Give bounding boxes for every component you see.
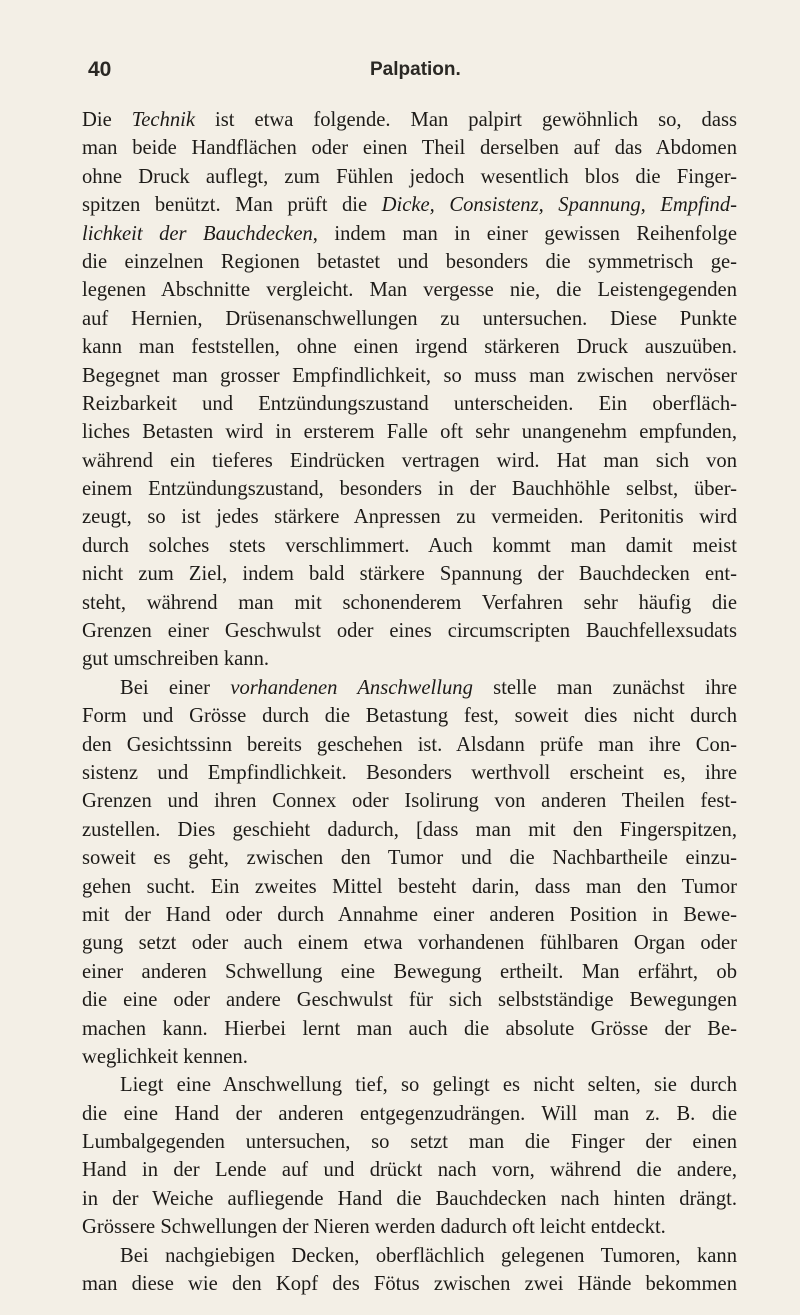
text-line bbox=[82, 276, 737, 304]
text-run: Bei einer bbox=[120, 676, 231, 699]
text-line bbox=[82, 1242, 737, 1270]
text-run: spitzen benützt. Man prüft die bbox=[82, 194, 382, 217]
text-run: nicht zum Ziel, indem bald stärkere Spannung der Bauchdecken ent- bbox=[82, 563, 737, 586]
text-line bbox=[82, 1015, 737, 1043]
text-run: Bei nachgiebigen Decken, oberflächlich gelegenen Tumoren, kann bbox=[120, 1244, 737, 1267]
text-line bbox=[82, 560, 737, 588]
text-line bbox=[82, 816, 737, 844]
text-run: ohne Druck auflegt, zum Fühlen jedoch wesentlich blos die Finger- bbox=[82, 165, 737, 188]
text-run: Liegt eine Anschwellung tief, so gelingt es nicht selten, sie durch bbox=[120, 1074, 737, 1097]
text-line bbox=[82, 1043, 737, 1071]
text-run: Lumbalgegenden untersuchen, so setzt man die Finger der einen bbox=[82, 1131, 737, 1154]
text-run: Grenzen einer Geschwulst oder eines circumscripten Bauchfellexsudats bbox=[82, 620, 737, 643]
text-line bbox=[82, 759, 737, 787]
text-run: machen kann. Hierbei lernt man auch die absolute Grösse der Be- bbox=[82, 1017, 737, 1040]
page-header bbox=[88, 58, 738, 88]
text-line bbox=[82, 390, 737, 418]
text-run: zustellen. Dies geschieht dadurch, [dass man mit den Fingerspitzen, bbox=[82, 818, 737, 841]
running-head: Palpation. bbox=[370, 59, 461, 80]
text-run: die eine Hand der anderen entgegenzudrängen. Will man z. B. die bbox=[82, 1102, 737, 1125]
text-run: Begegnet man grosser Empfindlichkeit, so muss man zwischen nervöser bbox=[82, 364, 737, 387]
text-run: die einzelnen Regionen betastet und besonders die symmetrisch ge- bbox=[82, 250, 737, 273]
text-line bbox=[82, 958, 737, 986]
text-run: einer anderen Schwellung eine Bewegung ertheilt. Man erfährt, ob bbox=[82, 960, 737, 983]
text-run: den Gesichtssinn bereits geschehen ist. Alsdann prüfe man ihre Con- bbox=[82, 733, 737, 756]
text-line bbox=[82, 674, 737, 702]
text-run: man diese wie den Kopf des Fötus zwischen zwei Hände bekommen bbox=[82, 1273, 737, 1296]
text-line bbox=[82, 447, 737, 475]
text-line bbox=[82, 589, 737, 617]
text-line bbox=[82, 418, 737, 446]
text-run: sistenz und Empfindlichkeit. Besonders werthvoll erscheint es, ihre bbox=[82, 761, 737, 784]
text-line bbox=[82, 106, 737, 134]
text-line bbox=[82, 503, 737, 531]
text-line bbox=[82, 731, 737, 759]
text-line bbox=[82, 645, 737, 673]
text-run: Reizbarkeit und Entzündungszustand unterscheiden. Ein oberfläch- bbox=[82, 392, 737, 415]
text-run: Grössere Schwellungen der Nieren werden dadurch oft leicht entdeckt. bbox=[82, 1216, 666, 1239]
text-line bbox=[82, 333, 737, 361]
text-line bbox=[82, 1100, 737, 1128]
text-run: soweit es geht, zwischen den Tumor und die Nachbartheile einzu- bbox=[82, 847, 737, 870]
text-line bbox=[82, 220, 737, 248]
text-line bbox=[82, 248, 737, 276]
text-run: Die bbox=[82, 109, 132, 131]
text-line bbox=[82, 1128, 737, 1156]
text-line bbox=[82, 1185, 737, 1213]
text-line bbox=[82, 702, 737, 730]
text-line bbox=[82, 873, 737, 901]
text-line bbox=[82, 617, 737, 645]
text-run: auf Hernien, Drüsenanschwellungen zu untersuchen. Diese Punkte bbox=[82, 307, 737, 330]
text-run: steht, während man mit schonenderem Verfahren sehr häufig die bbox=[82, 591, 737, 614]
text-line bbox=[82, 844, 737, 872]
text-line bbox=[82, 305, 737, 333]
text-run: man beide Handflächen oder einen Theil derselben auf das Abdomen bbox=[82, 137, 737, 160]
text-run: , indem man in einer gewissen Reihenfolge bbox=[312, 222, 737, 245]
text-line bbox=[82, 986, 737, 1014]
text-line bbox=[82, 532, 737, 560]
text-line bbox=[82, 191, 737, 219]
text-run: während ein tieferes Eindrücken vertragen wird. Hat man sich von bbox=[82, 449, 737, 472]
text-line bbox=[82, 787, 737, 815]
text-line bbox=[82, 1270, 737, 1298]
emphasis-text: lichkeit der Bauchdecken bbox=[82, 222, 313, 245]
text-run: stelle man zunächst ihre bbox=[472, 676, 737, 699]
text-line bbox=[82, 929, 737, 957]
text-line bbox=[82, 362, 737, 390]
text-line bbox=[82, 901, 737, 929]
text-line bbox=[82, 1156, 737, 1184]
text-run: ist etwa folgende. Man palpirt gewöhnlich so, dass bbox=[195, 109, 737, 131]
text-run: mit der Hand oder durch Annahme einer anderen Position in Bewe- bbox=[82, 903, 737, 926]
emphasis-text: Technik bbox=[131, 109, 196, 131]
text-run: Form und Grösse durch die Betastung fest, soweit dies nicht durch bbox=[82, 705, 737, 728]
text-line bbox=[82, 1071, 737, 1099]
text-run: weglichkeit kennen. bbox=[82, 1045, 248, 1068]
text-line bbox=[82, 134, 737, 162]
text-run: gung setzt oder auch einem etwa vorhandenen fühlbaren Organ oder bbox=[82, 932, 737, 955]
text-run: durch solches stets verschlimmert. Auch kommt man damit meist bbox=[82, 534, 737, 557]
emphasis-text: vorhandenen Anschwellung bbox=[230, 676, 473, 699]
text-run: die eine oder andere Geschwulst für sich selbstständige Bewegungen bbox=[82, 989, 737, 1012]
text-run: Hand in der Lende auf und drückt nach vorn, während die andere, bbox=[82, 1159, 737, 1182]
text-run: Grenzen und ihren Connex oder Isolirung von anderen Theilen fest- bbox=[82, 790, 737, 813]
text-run: kann man feststellen, ohne einen irgend stärkeren Druck auszuüben. bbox=[82, 336, 737, 359]
text-run: zeugt, so ist jedes stärkere Anpressen zu vermeiden. Peritonitis wird bbox=[82, 506, 737, 529]
text-run: liches Betasten wird in ersterem Falle oft sehr unangenehm empfunden, bbox=[82, 421, 737, 444]
text-run: gehen sucht. Ein zweites Mittel besteht darin, dass man den Tumor bbox=[82, 875, 737, 898]
text-run: in der Weiche aufliegende Hand die Bauchdecken nach hinten drängt. bbox=[82, 1187, 737, 1210]
page-number: 40 bbox=[88, 58, 112, 81]
text-run: einem Entzündungszustand, besonders in der Bauchhöhle selbst, über- bbox=[82, 478, 737, 501]
text-run: legenen Abschnitte vergleicht. Man vergesse nie, die Leistengegenden bbox=[82, 279, 737, 302]
text-line bbox=[82, 475, 737, 503]
text-line bbox=[82, 1213, 737, 1241]
text-run: gut umschreiben kann. bbox=[82, 648, 270, 671]
body-text bbox=[82, 106, 737, 1298]
emphasis-text: Dicke, Consistenz, Spannung, Empfind- bbox=[381, 194, 737, 217]
text-line bbox=[82, 163, 737, 191]
